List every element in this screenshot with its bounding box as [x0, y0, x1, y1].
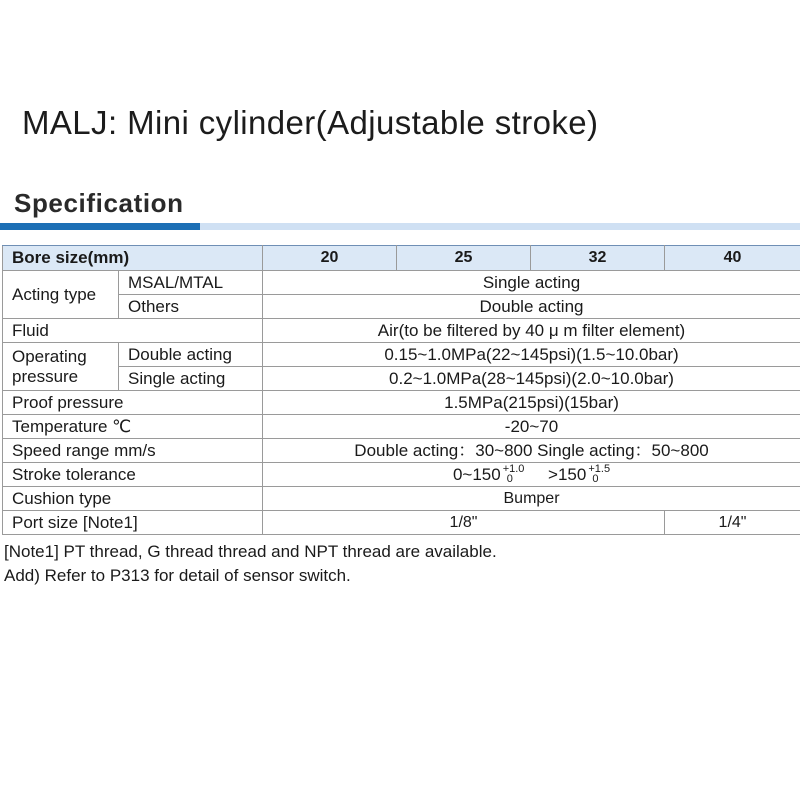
stroke-tolerance-part2-limits [588, 464, 610, 484]
stroke-tolerance-label: Stroke tolerance [3, 463, 263, 487]
bore-size-label: Bore size(mm) [3, 246, 263, 271]
table-row [3, 439, 800, 463]
stroke-tolerance-part1-upper: +1.0 [502, 462, 525, 475]
speed-range-value: Double acting：30~800 Single acting：50~800 [263, 439, 800, 463]
note-1: [Note1] PT thread, G thread thread and NPT thread are available. [4, 542, 497, 561]
proof-pressure-label: Proof pressure [3, 391, 263, 415]
stroke-tolerance-part1-limits [503, 464, 525, 484]
table-row [3, 295, 800, 319]
stroke-tolerance-value [263, 463, 800, 487]
operating-pressure-value-double: 0.15~1.0MPa(22~145psi)(1.5~10.0bar) [263, 343, 800, 367]
table-row [3, 415, 800, 439]
section-divider-accent [0, 223, 200, 230]
temperature-value: -20~70 [263, 415, 800, 439]
table-row [3, 463, 800, 487]
acting-type-sub-others: Others [119, 295, 263, 319]
page-title: MALJ: Mini cylinder(Adjustable stroke) [22, 104, 599, 141]
table-row [3, 271, 800, 295]
operating-pressure-sub-double: Double acting [119, 343, 263, 367]
operating-pressure-label: Operating pressure [3, 343, 119, 391]
table-row [3, 343, 800, 367]
port-size-label: Port size [Note1] [3, 511, 263, 535]
specification-table [2, 245, 800, 535]
operating-pressure-sub-single: Single acting [119, 367, 263, 391]
table-row [3, 367, 800, 391]
stroke-tolerance-part2-lower: 0 [592, 472, 599, 485]
port-size-value-large: 1/4" [665, 511, 800, 535]
table-row [3, 487, 800, 511]
temperature-label: Temperature ℃ [3, 415, 263, 439]
fluid-label: Fluid [3, 319, 263, 343]
cushion-type-value: Bumper [263, 487, 800, 511]
cushion-type-label: Cushion type [3, 487, 263, 511]
operating-pressure-value-single: 0.2~1.0MPa(28~145psi)(2.0~10.0bar) [263, 367, 800, 391]
bore-size-25: 25 [397, 246, 531, 271]
stroke-tolerance-part2: >150 [548, 464, 587, 484]
acting-type-sub-msal: MSAL/MTAL [119, 271, 263, 295]
bore-size-20: 20 [263, 246, 397, 271]
note-2: Add) Refer to P313 for detail of sensor switch. [4, 566, 351, 585]
bore-size-40: 40 [665, 246, 800, 271]
fluid-value: Air(to be filtered by 40 μ m filter element) [263, 319, 800, 343]
acting-type-value-others: Double acting [263, 295, 800, 319]
bore-size-32: 32 [531, 246, 665, 271]
section-heading: Specification [14, 188, 184, 218]
stroke-tolerance-part1-lower: 0 [506, 472, 513, 485]
acting-type-label: Acting type [3, 271, 119, 319]
table-header-row [3, 246, 800, 271]
table-row [3, 511, 800, 535]
acting-type-value-msal: Single acting [263, 271, 800, 295]
stroke-tolerance-part2-upper: +1.5 [588, 462, 611, 475]
stroke-tolerance-part1: 0~150 [452, 464, 501, 484]
port-size-value-small: 1/8" [263, 511, 665, 535]
table-row [3, 319, 800, 343]
table-row [3, 391, 800, 415]
proof-pressure-value: 1.5MPa(215psi)(15bar) [263, 391, 800, 415]
speed-range-label: Speed range mm/s [3, 439, 263, 463]
